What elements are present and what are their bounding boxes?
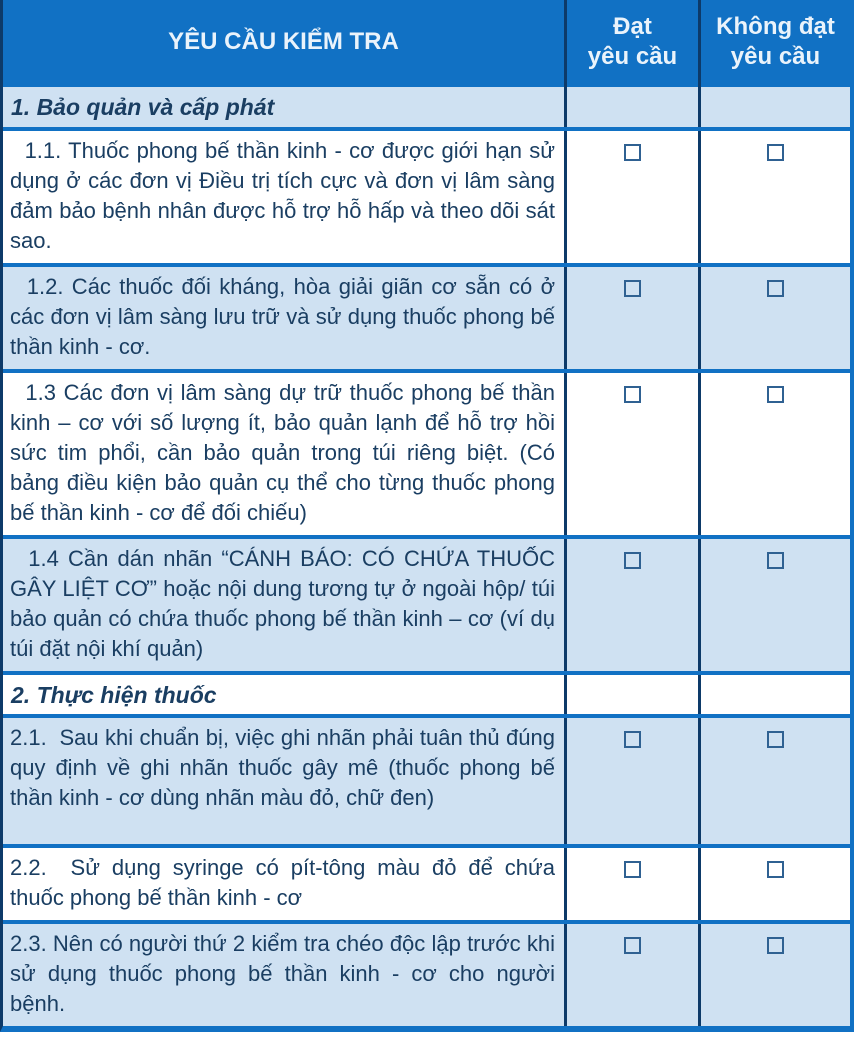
pass-checkbox-icon[interactable] xyxy=(624,861,641,878)
table-body xyxy=(3,87,850,1026)
fail-checkbox-icon[interactable] xyxy=(767,861,784,878)
requirement-cell: 2.2. Sử dụng syringe có pít-tông màu đỏ để chứa thuốc phong bế thần kinh - cơ xyxy=(10,855,555,910)
table-row xyxy=(3,718,850,848)
fail-cell xyxy=(698,675,850,714)
pass-cell xyxy=(564,675,698,714)
fail-cell xyxy=(698,87,850,127)
fail-cell xyxy=(698,267,850,369)
fail-checkbox-icon[interactable] xyxy=(767,937,784,954)
fail-cell xyxy=(698,924,850,1026)
requirement-cell: 1.3 Các đơn vị lâm sàng dự trữ thuốc phong bế thần kinh – cơ với số lượng ít, bảo quản lạnh để hỗ trợ hồi sức tim phổi, cần bảo quản trong túi riêng biệt. (Có bảng điều kiện bảo quản cụ thể cho từng thuốc phong bế thần kinh - cơ để đối chiếu) xyxy=(10,380,555,525)
table-row xyxy=(3,131,850,267)
fail-cell xyxy=(698,848,850,920)
header-requirement-label: YÊU CẦU KIỂM TRA xyxy=(168,27,399,55)
header-pass-line2: yêu cầu xyxy=(587,42,678,70)
fail-checkbox-icon[interactable] xyxy=(767,552,784,569)
fail-cell xyxy=(698,131,850,263)
table-row xyxy=(3,924,850,1026)
header-pass-line1: Đạt xyxy=(613,12,652,40)
pass-cell xyxy=(564,848,698,920)
requirement-cell: 2.3. Nên có người thứ 2 kiểm tra chéo độc lập trước khi sử dụng thuốc phong bế thần kinh - cơ cho người bệnh. xyxy=(10,931,555,1016)
pass-cell xyxy=(564,131,698,263)
table-row xyxy=(3,373,850,539)
pass-cell xyxy=(564,924,698,1026)
requirement-cell: 2.1. Sau khi chuẩn bị, việc ghi nhãn phải tuân thủ đúng quy định về ghi nhãn thuốc gây mê (thuốc phong bế thần kinh - cơ dùng nhãn màu đỏ, chữ đen) xyxy=(10,725,555,810)
pass-cell xyxy=(564,267,698,369)
header-requirement xyxy=(3,0,564,87)
table-header-row xyxy=(3,0,850,87)
pass-checkbox-icon[interactable] xyxy=(624,937,641,954)
fail-checkbox-icon[interactable] xyxy=(767,280,784,297)
pass-cell xyxy=(564,718,698,844)
requirement-cell: 1.2. Các thuốc đối kháng, hòa giải giãn cơ sẵn có ở các đơn vị lâm sàng lưu trữ và sử dụng thuốc phong bế thần kinh - cơ. xyxy=(10,274,555,359)
requirement-cell: 1. Bảo quản và cấp phát xyxy=(11,94,275,120)
fail-checkbox-icon[interactable] xyxy=(767,386,784,403)
fail-checkbox-icon[interactable] xyxy=(767,144,784,161)
pass-checkbox-icon[interactable] xyxy=(624,386,641,403)
header-pass xyxy=(564,0,698,87)
requirement-cell: 1.4 Cần dán nhãn “CÁNH BÁO: CÓ CHỨA THUỐC GÂY LIỆT CƠ” hoặc nội dung tương tự ở ngoài hộp/ túi bảo quản có chứa thuốc phong bế thần kinh – cơ (ví dụ túi đặt nội khí quản) xyxy=(10,546,555,661)
pass-cell xyxy=(564,539,698,671)
header-fail xyxy=(698,0,850,87)
table-row xyxy=(3,87,850,131)
fail-cell xyxy=(698,373,850,535)
table-row xyxy=(3,267,850,373)
header-fail-line2: yêu cầu xyxy=(730,42,821,70)
pass-checkbox-icon[interactable] xyxy=(624,144,641,161)
header-fail-line1: Không đạt xyxy=(716,12,835,40)
fail-cell xyxy=(698,539,850,671)
pass-checkbox-icon[interactable] xyxy=(624,731,641,748)
table-row xyxy=(3,675,850,718)
fail-cell xyxy=(698,718,850,844)
requirement-cell: 1.1. Thuốc phong bế thần kinh - cơ được giới hạn sử dụng ở các đơn vị Điều trị tích cực và đơn vị lâm sàng đảm bảo bệnh nhân được hỗ trợ hỗ hấp và theo dõi sát sao. xyxy=(10,138,555,253)
pass-checkbox-icon[interactable] xyxy=(624,280,641,297)
fail-checkbox-icon[interactable] xyxy=(767,731,784,748)
pass-cell xyxy=(564,373,698,535)
table-row xyxy=(3,539,850,675)
pass-checkbox-icon[interactable] xyxy=(624,552,641,569)
pass-cell xyxy=(564,87,698,127)
requirement-cell: 2. Thực hiện thuốc xyxy=(11,681,217,708)
table-row xyxy=(3,848,850,924)
